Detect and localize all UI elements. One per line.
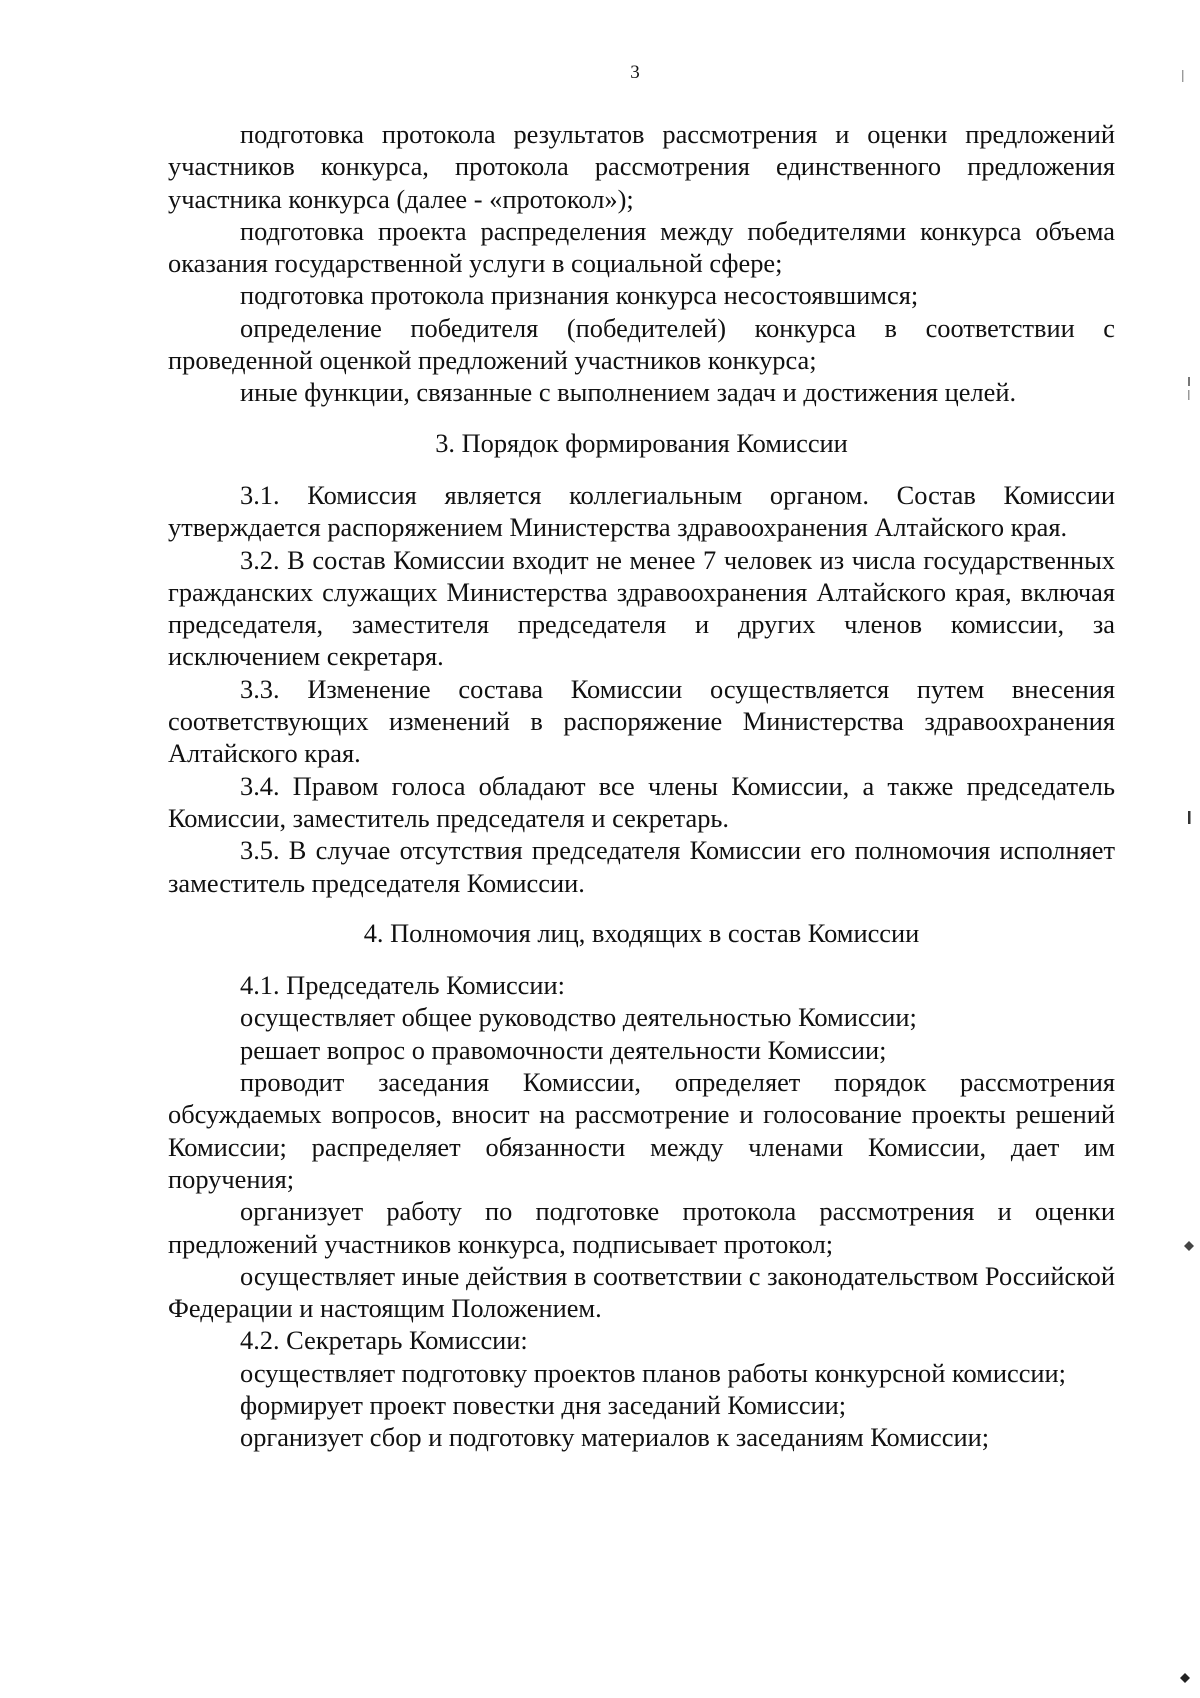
scan-speck-mark (1185, 810, 1193, 826)
paragraph: осуществляет подготовку проектов планов работы конкурсной комиссии; (240, 1357, 1066, 1388)
paragraph: 3.4. Правом голоса обладают все члены Комиссии, а также председатель Комиссии, заместитель председателя и секретарь. (168, 770, 1115, 833)
page-number: 3 (630, 62, 640, 83)
section-4 (168, 917, 1115, 1454)
paragraph: 3.5. В случае отсутствия председателя Комиссии его полномочия исполняет заместитель председателя Комиссии. (168, 835, 1115, 898)
paragraph: организует сбор и подготовку материалов к заседаниям Комиссии; (240, 1422, 990, 1453)
paragraph: определение победителя (победителей) конкурса в соответствии с проведенной оценкой предложений участников конкурса; (168, 312, 1115, 376)
scan-speck-mark (1178, 1672, 1192, 1684)
paragraph: подготовка протокола результатов рассмотрения и оценки предложений участников конкурса, протокола рассмотрения единственного предложения участника конкурса (далее - «протокол»); (168, 119, 1115, 214)
paragraph: организует работу по подготовке протокола рассмотрения и оценки предложений участников конкурса, подписывает протокол; (168, 1196, 1115, 1259)
paragraph: 3.2. В состав Комиссии входит не менее 7 человек из числа государственных гражданских служащих Министерства здравоохранения Алтайского края, включая председателя, заместителя председателя и других членов комиссии, за исключением секретаря. (168, 544, 1115, 672)
paragraph: решает вопрос о правомочности деятельности Комиссии; (240, 1034, 887, 1065)
scan-speck-mark (1182, 1240, 1196, 1252)
paragraph: проводит заседания Комиссии, определяет порядок рассмотрения обсуждаемых вопросов, вносит на рассмотрение и голосование проекты решений Комиссии; распределяет обязанности между членами Комиссии, дает им поручения; (168, 1067, 1115, 1194)
document-body (168, 118, 1115, 1454)
paragraph: осуществляет общее руководство деятельностью Комиссии; (240, 1002, 917, 1033)
paragraph: 3.3. Изменение состава Комиссии осуществляется путем внесения соответствующих изменений в распоряжение Министерства здравоохранения Алтайского края. (168, 673, 1115, 769)
paragraph: 4.2. Секретарь Комиссии: (240, 1325, 528, 1356)
section-heading: 4. Полномочия лиц, входящих в состав Комиссии (363, 917, 920, 948)
paragraph: 4.1. Председатель Комиссии: (240, 970, 565, 1001)
paragraph: иные функции, связанные с выполнением задач и достижения целей. (240, 377, 1017, 408)
paragraph: подготовка проекта распределения между победителями конкурса объема оказания государственной услуги в социальной сфере; (168, 215, 1115, 279)
scan-speck-mark (1180, 68, 1186, 86)
intro-functions-list (168, 118, 1115, 409)
scan-speck-mark (1185, 375, 1193, 405)
section-3 (168, 427, 1115, 899)
paragraph: подготовка протокола признания конкурса несостоявшимся; (240, 280, 919, 311)
paragraph: формирует проект повестки дня заседаний Комиссии; (240, 1389, 847, 1420)
paragraph: 3.1. Комиссия является коллегиальным органом. Состав Комиссии утверждается распоряжением Министерства здравоохранения Алтайского края. (168, 479, 1115, 543)
section-heading: 3. Порядок формирования Комиссии (435, 427, 848, 458)
paragraph: осуществляет иные действия в соответствии с законодательством Российской Федерации и настоящим Положением. (168, 1260, 1115, 1324)
